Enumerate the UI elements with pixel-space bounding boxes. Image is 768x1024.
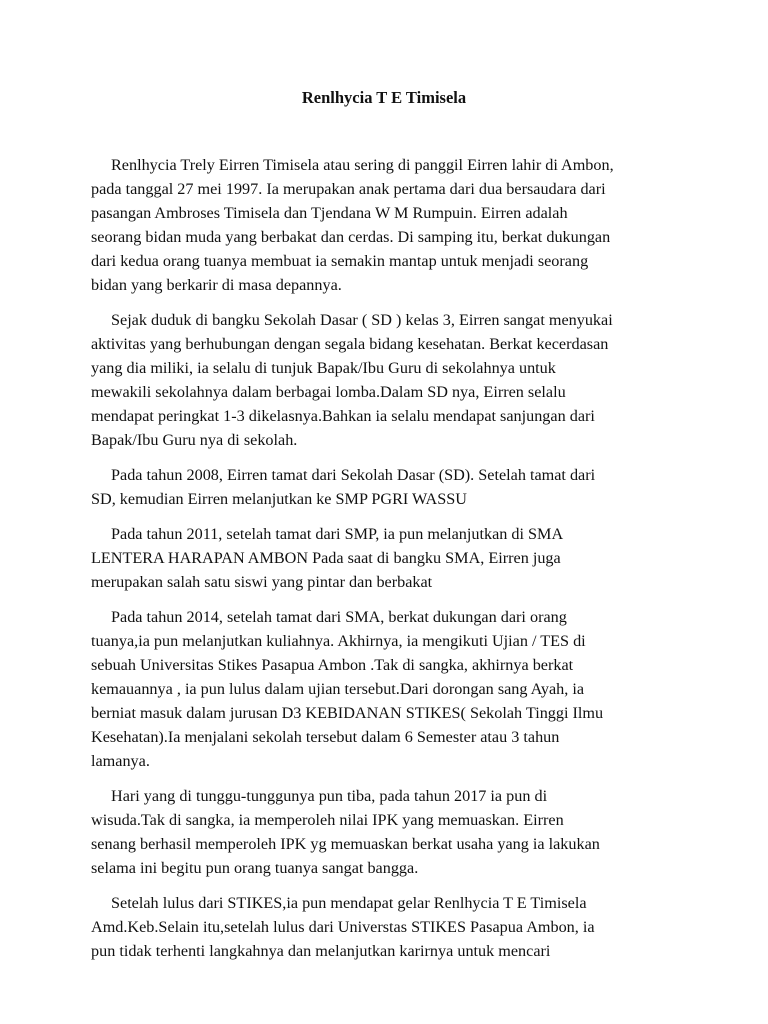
paragraph-line: berniat masuk dalam jurusan D3 KEBIDANAN STIKES( Sekolah Tinggi Ilmu	[91, 704, 604, 722]
document-body	[91, 153, 711, 974]
paragraph-line: pun tidak terhenti langkahnya dan melanjutkan karirnya untuk mencari	[91, 942, 551, 960]
paragraph-line: senang berhasil memperoleh IPK yg memuaskan berkat usaha yang ia lakukan	[91, 835, 600, 853]
document-title: Renlhycia T E Timisela	[301, 88, 467, 107]
paragraph-line: tuanya,ia pun melanjutkan kuliahnya. Akhirnya, ia mengikuti Ujian / TES di	[91, 632, 586, 650]
paragraph-line: wisuda.Tak di sangka, ia memperoleh nilai IPK yang memuaskan. Eirren	[91, 811, 564, 829]
paragraph-line: kemauannya , ia pun lulus dalam ujian tersebut.Dari dorongan sang Ayah, ia	[91, 680, 584, 698]
paragraph-line: lamanya.	[91, 752, 150, 770]
paragraph-line: Hari yang di tunggu-tunggunya pun tiba, pada tahun 2017 ia pun di	[111, 787, 548, 805]
body-paragraph	[91, 605, 711, 773]
paragraph-line: Renlhycia Trely Eirren Timisela atau sering di panggil Eirren lahir di Ambon,	[111, 156, 614, 174]
paragraph-line: Amd.Keb.Selain itu,setelah lulus dari Universtas STIKES Pasapua Ambon, ia	[91, 918, 595, 936]
body-paragraph	[91, 784, 711, 880]
body-paragraph	[91, 463, 711, 511]
paragraph-line: aktivitas yang berhubungan dengan segala bidang kesehatan. Berkat kecerdasan	[91, 335, 609, 353]
body-paragraph	[91, 891, 711, 963]
paragraph-line: Pada tahun 2008, Eirren tamat dari Sekolah Dasar (SD). Setelah tamat dari	[111, 466, 596, 484]
paragraph-line: mendapat peringkat 1-3 dikelasnya.Bahkan ia selalu mendapat sanjungan dari	[91, 407, 595, 425]
paragraph-line: dari kedua orang tuanya membuat ia semakin mantap untuk menjadi seorang	[91, 252, 589, 270]
paragraph-line: SD, kemudian Eirren melanjutkan ke SMP PGRI WASSU	[91, 490, 467, 508]
paragraph-line: LENTERA HARAPAN AMBON Pada saat di bangku SMA, Eirren juga	[91, 549, 561, 567]
paragraph-line: Bapak/Ibu Guru nya di sekolah.	[91, 431, 298, 449]
paragraph-line: selama ini begitu pun orang tuanya sangat bangga.	[91, 859, 419, 877]
paragraph-line: pada tanggal 27 mei 1997. Ia merupakan anak pertama dari dua bersaudara dari	[91, 180, 606, 198]
body-paragraph	[91, 153, 711, 297]
paragraph-line: pasangan Ambroses Timisela dan Tjendana W M Rumpuin. Eirren adalah	[91, 204, 568, 222]
paragraph-line: merupakan salah satu siswi yang pintar dan berbakat	[91, 573, 433, 591]
paragraph-line: Kesehatan).Ia menjalani sekolah tersebut dalam 6 Semester atau 3 tahun	[91, 728, 560, 746]
paragraph-line: seorang bidan muda yang berbakat dan cerdas. Di samping itu, berkat dukungan	[91, 228, 611, 246]
paragraph-line: Setelah lulus dari STIKES,ia pun mendapat gelar Renlhycia T E Timisela	[111, 894, 587, 912]
body-paragraph	[91, 308, 711, 452]
paragraph-line: yang dia miliki, ia selalu di tunjuk Bapak/Ibu Guru di sekolahnya untuk	[91, 359, 556, 377]
body-paragraph	[91, 522, 711, 594]
paragraph-line: Pada tahun 2014, setelah tamat dari SMA, berkat dukungan dari orang	[111, 608, 567, 626]
paragraph-line: Sejak duduk di bangku Sekolah Dasar ( SD ) kelas 3, Eirren sangat menyukai	[111, 311, 613, 329]
paragraph-line: bidan yang berkarir di masa depannya.	[91, 276, 342, 294]
paragraph-line: sebuah Universitas Stikes Pasapua Ambon .Tak di sangka, akhirnya berkat	[91, 656, 574, 674]
paragraph-line: Pada tahun 2011, setelah tamat dari SMP, ia pun melanjutkan di SMA	[111, 525, 564, 543]
paragraph-line: mewakili sekolahnya dalam berbagai lomba.Dalam SD nya, Eirren selalu	[91, 383, 566, 401]
